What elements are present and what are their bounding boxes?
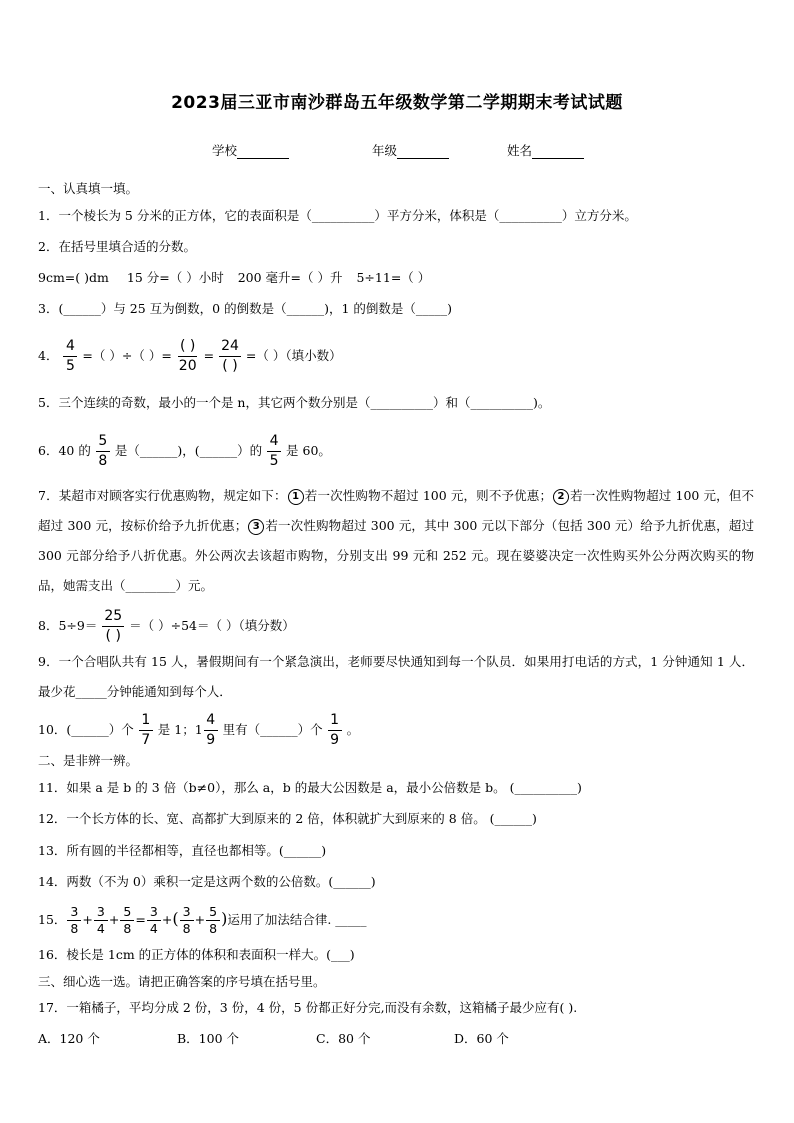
q4-fraction-1: $\frac{4}{5}$ <box>63 337 77 376</box>
q10-tail: 。 <box>346 722 360 737</box>
q2-item-b: 15 分=（ ）小时 <box>126 270 224 285</box>
q4-tail: =（ ）（填小数） <box>245 348 342 363</box>
q15-prefix: 15． <box>38 912 67 927</box>
question-8 <box>38 606 295 646</box>
grade-label: 年级 <box>372 143 398 158</box>
question-10 <box>38 710 359 750</box>
q15-fraction-6: $\frac{5}{8}$ <box>206 904 220 937</box>
section-3-heading: 三、细心选一选。请把正确答案的序号填在括号里。 <box>38 974 326 989</box>
q17-option-c[interactable]: C．80 个 <box>316 1031 371 1046</box>
question-11: 11．如果 a 是 b 的 3 倍（b≠0），那么 a，b 的最大公因数是 a，最小公倍数是 b。 (__________) <box>38 780 582 795</box>
page-title: 2023届三亚市南沙群岛五年级数学第二学期期末考试试题 <box>171 93 623 113</box>
q10-fraction-3: $\frac{1}{9}$ <box>328 711 342 750</box>
q6-tail: 是 60。 <box>286 443 331 458</box>
q2-item-a: 9cm=( )dm <box>38 270 109 285</box>
q15-fraction-3: $\frac{5}{8}$ <box>120 904 134 937</box>
q6-mid: 是（______)，(______）的 <box>114 443 263 458</box>
q4-mid: =（ ）÷（ ）= <box>82 348 172 363</box>
question-17: 17．一箱橘子，平均分成 2 份，3 份，4 份，5 份都正好分完,而没有余数，这箱橘子最少应有( ). <box>38 1000 578 1015</box>
question-9: 9．一个合唱队共有 15 人，暑假期间有一个紧急演出，老师要尽快通知到每一个队员．如果用打电话的方式，1 分钟通知 1 人．最少花_____分钟能通知到每个人． <box>38 654 754 699</box>
section-1-heading: 一、认真填一填。 <box>38 181 139 196</box>
question-6 <box>38 431 331 471</box>
question-1: 1．一个棱长为 5 分米的正方体，它的表面积是（__________）平方分米，体积是（__________）立方分米。 <box>38 208 637 223</box>
question-13: 13．所有圆的半径都相等，直径也都相等。(______) <box>38 843 327 858</box>
circled-number-2: 2 <box>553 489 569 505</box>
question-15: 15． $\frac{3}{8}$ + $\frac{3}{4}$ + $\frac{5}{8}$ = $\frac{3}{4}$ +( $\frac{3}{8}$ + $\frac{5}{8}$ )运用了加法结合律. _____ <box>38 904 367 936</box>
question-2-items <box>38 269 430 287</box>
q8-prefix: 8．5÷9＝ <box>38 618 98 633</box>
q15-tail: 运用了加法结合律. _____ <box>227 912 367 927</box>
school-blank[interactable] <box>237 145 289 159</box>
q8-tail: ＝（ ）÷54＝（ ）（填分数） <box>129 618 295 633</box>
q6-fraction-1: $\frac{5}{8}$ <box>96 432 110 471</box>
question-3: 3．(______）与 25 互为倒数，0 的倒数是（______)，1 的倒数是（_____) <box>38 301 453 316</box>
q2-item-d: 5÷11=（ ） <box>356 270 431 285</box>
grade-blank[interactable] <box>397 145 449 159</box>
q2-item-c: 200 毫升=（ ）升 <box>237 270 343 285</box>
q4-fraction-3: $\frac{24}{( )}$ <box>221 338 239 374</box>
q6-prefix: 6．40 的 <box>38 443 91 458</box>
q10-prefix: 10．(______）个 <box>38 722 134 737</box>
q17-option-b[interactable]: B．100 个 <box>177 1031 240 1046</box>
q8-fraction: $\frac{25}{( )}$ <box>104 608 123 644</box>
question-12: 12．一个长方体的长、宽、高都扩大到原来的 2 倍，体积就扩大到原来的 8 倍。 (______) <box>38 811 537 826</box>
name-field <box>507 141 584 159</box>
q15-fraction-1: $\frac{3}{8}$ <box>67 904 81 937</box>
circled-number-3: 3 <box>248 519 264 535</box>
school-label: 学校 <box>212 143 238 158</box>
section-2-heading: 二、是非辨一辨。 <box>38 753 139 768</box>
q15-fraction-4: $\frac{3}{4}$ <box>147 904 161 937</box>
question-2: 2．在括号里填合适的分数。 <box>38 239 196 254</box>
question-4 <box>38 336 342 376</box>
name-blank[interactable] <box>532 145 584 159</box>
q10-fraction-2: $\frac{4}{9}$ <box>204 711 218 750</box>
q6-fraction-2: $\frac{4}{5}$ <box>267 432 281 471</box>
q4-equals: = <box>203 348 215 363</box>
q10-mid2: 里有（______）个 <box>222 722 323 737</box>
question-16: 16．棱长是 1cm 的正方体的体积和表面积一样大。(___) <box>38 947 355 962</box>
q15-fraction-5: $\frac{3}{8}$ <box>180 904 194 937</box>
grade-field <box>372 141 449 159</box>
circled-number-1: 1 <box>288 489 304 505</box>
q10-fraction-1: $\frac{1}{7}$ <box>139 711 153 750</box>
q15-fraction-2: $\frac{3}{4}$ <box>94 904 108 937</box>
question-14: 14．两数（不为 0）乘积一定是这两个数的公倍数。(______) <box>38 874 376 889</box>
question-7: 7．某超市对顾客实行优惠购物，规定如下： 1 若一次性购物不超过 100 元，则不予优惠； 2 若一次性购物超过 100 元，但不超过 300 元，按标价给予九折优惠； 3 若一次性购物超过 300 元，其中 300 元以下部分（包括 300 元）给予九折优惠，超过 300 元部分给予八折优惠。外公两次去该超市购物，分别支出 99 元和 252 元。现在婆婆决定一次性购买外公分两次购买的物品，她需支出（________）元。 <box>38 488 755 593</box>
q10-mid: 是 1；1 <box>157 722 203 737</box>
q4-prefix: 4． <box>38 348 59 363</box>
school-field <box>212 141 289 159</box>
q4-fraction-2: $\frac{( )}{20}$ <box>178 338 197 374</box>
q17-option-a[interactable]: A．120 个 <box>38 1031 100 1046</box>
q17-option-d[interactable]: D．60 个 <box>454 1031 509 1046</box>
name-label: 姓名 <box>507 143 533 158</box>
question-5: 5．三个连续的奇数，最小的一个是 n，其它两个数分别是（__________）和（__________)。 <box>38 395 551 410</box>
